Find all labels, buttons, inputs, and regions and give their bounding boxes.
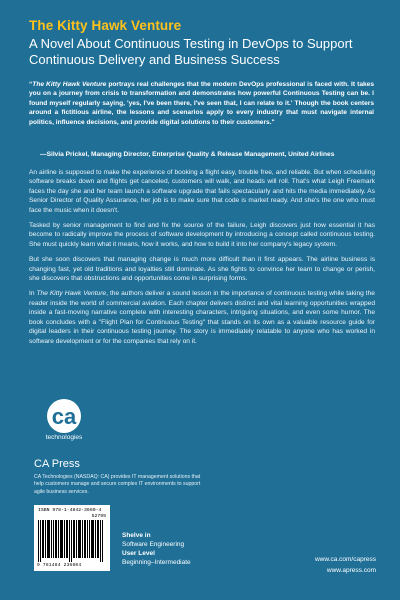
apress-url[interactable]: www.apress.com — [326, 567, 376, 574]
description-paragraph-3: But she soon discovers that managing change is much more difficult than it first appears. The airline business is changing fast, yet old traditions and loyalties still dominate. As she fights to convince her team to change or perish, she discovers that obstructions and opportunities come in surprising forms. — [29, 256, 375, 283]
p4-post: , the authors deliver a sound lesson in the importance of continuous testing while taking the reader inside the world of commercial aviation. Each chapter delivers distinct and vital learning opportunities wrapped inside a fast-moving narrative complete with interesting characters, intriguing situations, and even some humor. The book concludes with a "Flight Plan for Continuous Testing" that stands on its own as a valuable resource guide for digital leaders in their continuous testing journey. The story is immediately relatable to anyone who has worked in software development or for the companies that rely on it. — [29, 290, 375, 345]
book-subtitle: A Novel About Continuous Testing in DevOps to Support Continuous Delivery and Business Success — [29, 36, 353, 67]
description-paragraph-2: Tasked by senior management to find and fix the source of the failure, Leigh discovers just how essential it has become to radically improve the process of software development by introducing a concept called continuous testing. She must quickly learn what it means, how it works, and how to build it into her company's legacy system. — [29, 222, 375, 248]
quote-text: portrays real challenges that the modern DevOps professional is faced with. It takes you on a journey from crisis to transformation and demonstrates how powerful Continuous Testing can be. I found myself regularly saying, 'yes, I've been there, I've seen that, I can relate to it.' Though the book centers around a fictitious airline, the lessons and scenarios apply to every industry that must navigate internal politics, influence decisions, and provide digital solutions to their customers." — [29, 81, 374, 126]
quote-attribution: —Silvia Prickel, Managing Director, Enterprise Quality & Release Management, United Airlines — [40, 151, 335, 158]
shelve-value: Software Engineering — [122, 541, 185, 548]
logo-mark: ca — [51, 404, 77, 429]
shelving-info — [122, 531, 191, 567]
description-paragraph-4 — [29, 289, 375, 345]
ca-url[interactable]: www.ca.com/capress — [314, 556, 376, 563]
press-description: CA Technologies (NASDAQ: CA) provides IT management solutions that help customers manage and secure complex IT environments to support agile business services. — [34, 474, 201, 495]
description — [29, 168, 375, 352]
ca-logo-icon — [34, 398, 94, 434]
press-name: CA Press — [34, 458, 80, 470]
price-code: 52799 — [91, 514, 106, 519]
user-level-label: User Level — [122, 550, 155, 557]
publisher-urls — [315, 554, 376, 576]
p4-pre: In — [29, 290, 37, 298]
barcode — [34, 505, 110, 571]
ca-technologies-logo — [34, 398, 94, 446]
p4-title: The Kitty Hawk Venture — [36, 290, 107, 298]
description-paragraph-1: An airline is supposed to make the experience of booking a flight easy, trouble free, and reliable. But when scheduling software breaks down and flights get canceled, customers will walk, and heads will roll. That's what Leigh Freemark faces the day she and her team launch a software upgrade that fails spectacularly and hits the media immediately. As Senior Director of Quality Assurance, her job is to make sure that code is market ready. And she's the one who must face the music when it doesn't. — [29, 169, 375, 214]
shelve-label: Shelve in — [122, 532, 151, 539]
isbn-top: ISBN 978-1-4842-3660-4 — [38, 508, 102, 513]
quote-title: The Kitty Hawk Venture — [32, 81, 107, 88]
isbn-bottom: 9 781484 236604 — [37, 563, 82, 568]
book-title: The Kitty Hawk Venture — [29, 18, 182, 33]
endorsement-quote: “The Kitty Hawk Venture portrays real challenges that the modern DevOps professional is faced with. It takes you on a journey from crisis to transformation and demonstrates how powerful Continuous Testing can be. I found myself regularly saying, 'yes, I've been there, I've seen that, I can relate to it.' Though the book centers around a fictitious airline, the lessons and scenarios apply to every industry that must navigate internal politics, influence decisions, and provide digital solutions to their customers." — [29, 81, 374, 126]
barcode-bars-icon — [38, 520, 106, 562]
logo-text: technologies — [45, 434, 83, 441]
user-level-value: Beginning–Intermediate — [122, 559, 191, 566]
